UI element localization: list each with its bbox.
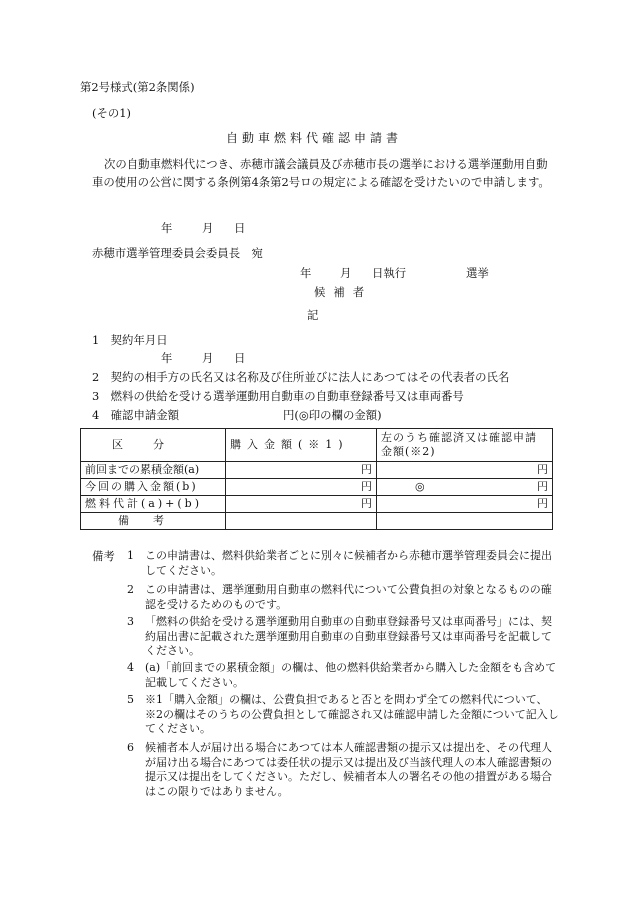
header-purchase-amount: 購入金額(※1) (226, 429, 377, 462)
note-number: 6 (127, 741, 134, 754)
table-row (81, 496, 553, 513)
row-confirmed-unit: 円 (537, 497, 548, 510)
note-text: 「燃料の供給を受ける選挙運動用自動車の自動車登録番号又は車両番号」には、契約届出書に記載された選挙運動用自動車の自動車登録番号又は車両番号を記載してください。 (145, 615, 552, 657)
row-purchase-cell (226, 513, 377, 530)
intro-text: 次の自動車燃料代につき、赤穂市議会議員及び赤穂市長の選挙における選挙運動用自動車の使用の公営に関する条例第4条第2号ロの規定による確認を受けたいので申請します。 (92, 157, 550, 189)
candidate-label: 候補者 (314, 285, 373, 299)
row-confirmed-unit: 円 (537, 463, 548, 476)
header-category: 区分 (81, 429, 226, 462)
item-1-text: 契約年月日 (110, 333, 168, 347)
item-1-num: 1 (92, 333, 100, 347)
table-row (81, 462, 553, 479)
row-purchase-cell: 円 (226, 496, 377, 513)
row-purchase-cell: 円 (226, 479, 377, 496)
amount-table (80, 428, 553, 530)
election-name: 選挙 (466, 266, 489, 280)
application-date-month: 月 (202, 221, 214, 235)
item-3-num: 3 (92, 389, 100, 403)
note-number: 4 (127, 661, 134, 674)
note-number: 5 (127, 693, 134, 706)
row-label: 備考 (81, 513, 226, 530)
row-confirmed-cell (377, 462, 553, 479)
item-4-text: 確認申請金額 (110, 408, 180, 422)
contract-date-day: 日 (234, 351, 246, 365)
note-number: 3 (127, 615, 134, 628)
form-part: (その1) (92, 106, 131, 120)
row-confirmed-unit: 円 (537, 480, 548, 493)
note-text: 候補者本人が届け出る場合にあつては本人確認書類の提示又は提出を、その代理人が届け出る場合にあつては委任状の提示又は提出及び当該代理人の本人確認書類の提示又は提出をしてください。ただし、候補者本人の署名その他の措置がある場合はこの限りではありません。 (145, 741, 552, 798)
row-confirmed-cell (377, 479, 553, 496)
row-confirmed-cell (377, 513, 553, 530)
ki-label: 記 (307, 308, 319, 322)
table-header-row (81, 429, 553, 462)
item-2-text: 契約の相手方の氏名又は名称及び住所並びに法人にあつてはその代表者の氏名 (110, 370, 510, 384)
note-number: 2 (127, 583, 134, 596)
item-4-num: 4 (92, 408, 100, 422)
page-title: 自動車燃料代確認申請書 (226, 131, 403, 145)
item-1 (92, 333, 168, 348)
row-mark: ◎ (415, 480, 425, 493)
note-text: ※1「購入金額」の欄は、公費負担であると否とを問わず全ての燃料代について、※2の欄はそのうちの公費負担として確認され又は確認申請した金額について記入してください。 (145, 693, 559, 735)
header-confirmed-amount: 左のうち確認済又は確認申請金額(※2) (377, 429, 553, 462)
contract-date-month: 月 (202, 351, 214, 365)
row-label: 前回までの累積金額(a) (81, 462, 226, 479)
note-number: 1 (127, 549, 134, 562)
item-2-num: 2 (92, 370, 100, 384)
election-executed: 日執行 (372, 266, 407, 280)
table-row (81, 479, 553, 496)
note-text: この申請書は、選挙運動用自動車の燃料代について公費負担の対象となるものの確認を受けるためのものです。 (145, 583, 552, 611)
table-row (81, 513, 553, 530)
item-3-text: 燃料の供給を受ける選挙運動用自動車の自動車登録番号又は車両番号 (110, 389, 464, 403)
row-label: 今回の購入金額(b) (81, 479, 226, 496)
amount-note: 円(◎印の欄の金額) (283, 408, 382, 422)
note-text: (a)「前回までの累積金額」の欄は、他の燃料供給業者から購入した金額をも含めて記載してください。 (145, 661, 557, 689)
application-date-year: 年 (161, 221, 173, 235)
notes-label: 備考 (92, 549, 115, 563)
election-month: 月 (340, 266, 352, 280)
form-number: 第2号様式(第2条関係) (80, 80, 195, 94)
intro-paragraph (92, 155, 557, 191)
note-text: この申請書は、燃料供給業者ごとに別々に候補者から赤穂市選挙管理委員会に提出してください。 (145, 549, 552, 577)
item-2 (92, 370, 509, 385)
row-label: 燃料代計(a)+(b) (81, 496, 226, 513)
row-confirmed-cell (377, 496, 553, 513)
item-3 (92, 389, 464, 404)
row-purchase-cell: 円 (226, 462, 377, 479)
addressee: 赤穂市選挙管理委員会委員長 宛 (92, 246, 263, 260)
application-date-day: 日 (234, 221, 246, 235)
contract-date-year: 年 (161, 351, 173, 365)
election-year: 年 (300, 266, 312, 280)
item-4 (92, 408, 179, 423)
